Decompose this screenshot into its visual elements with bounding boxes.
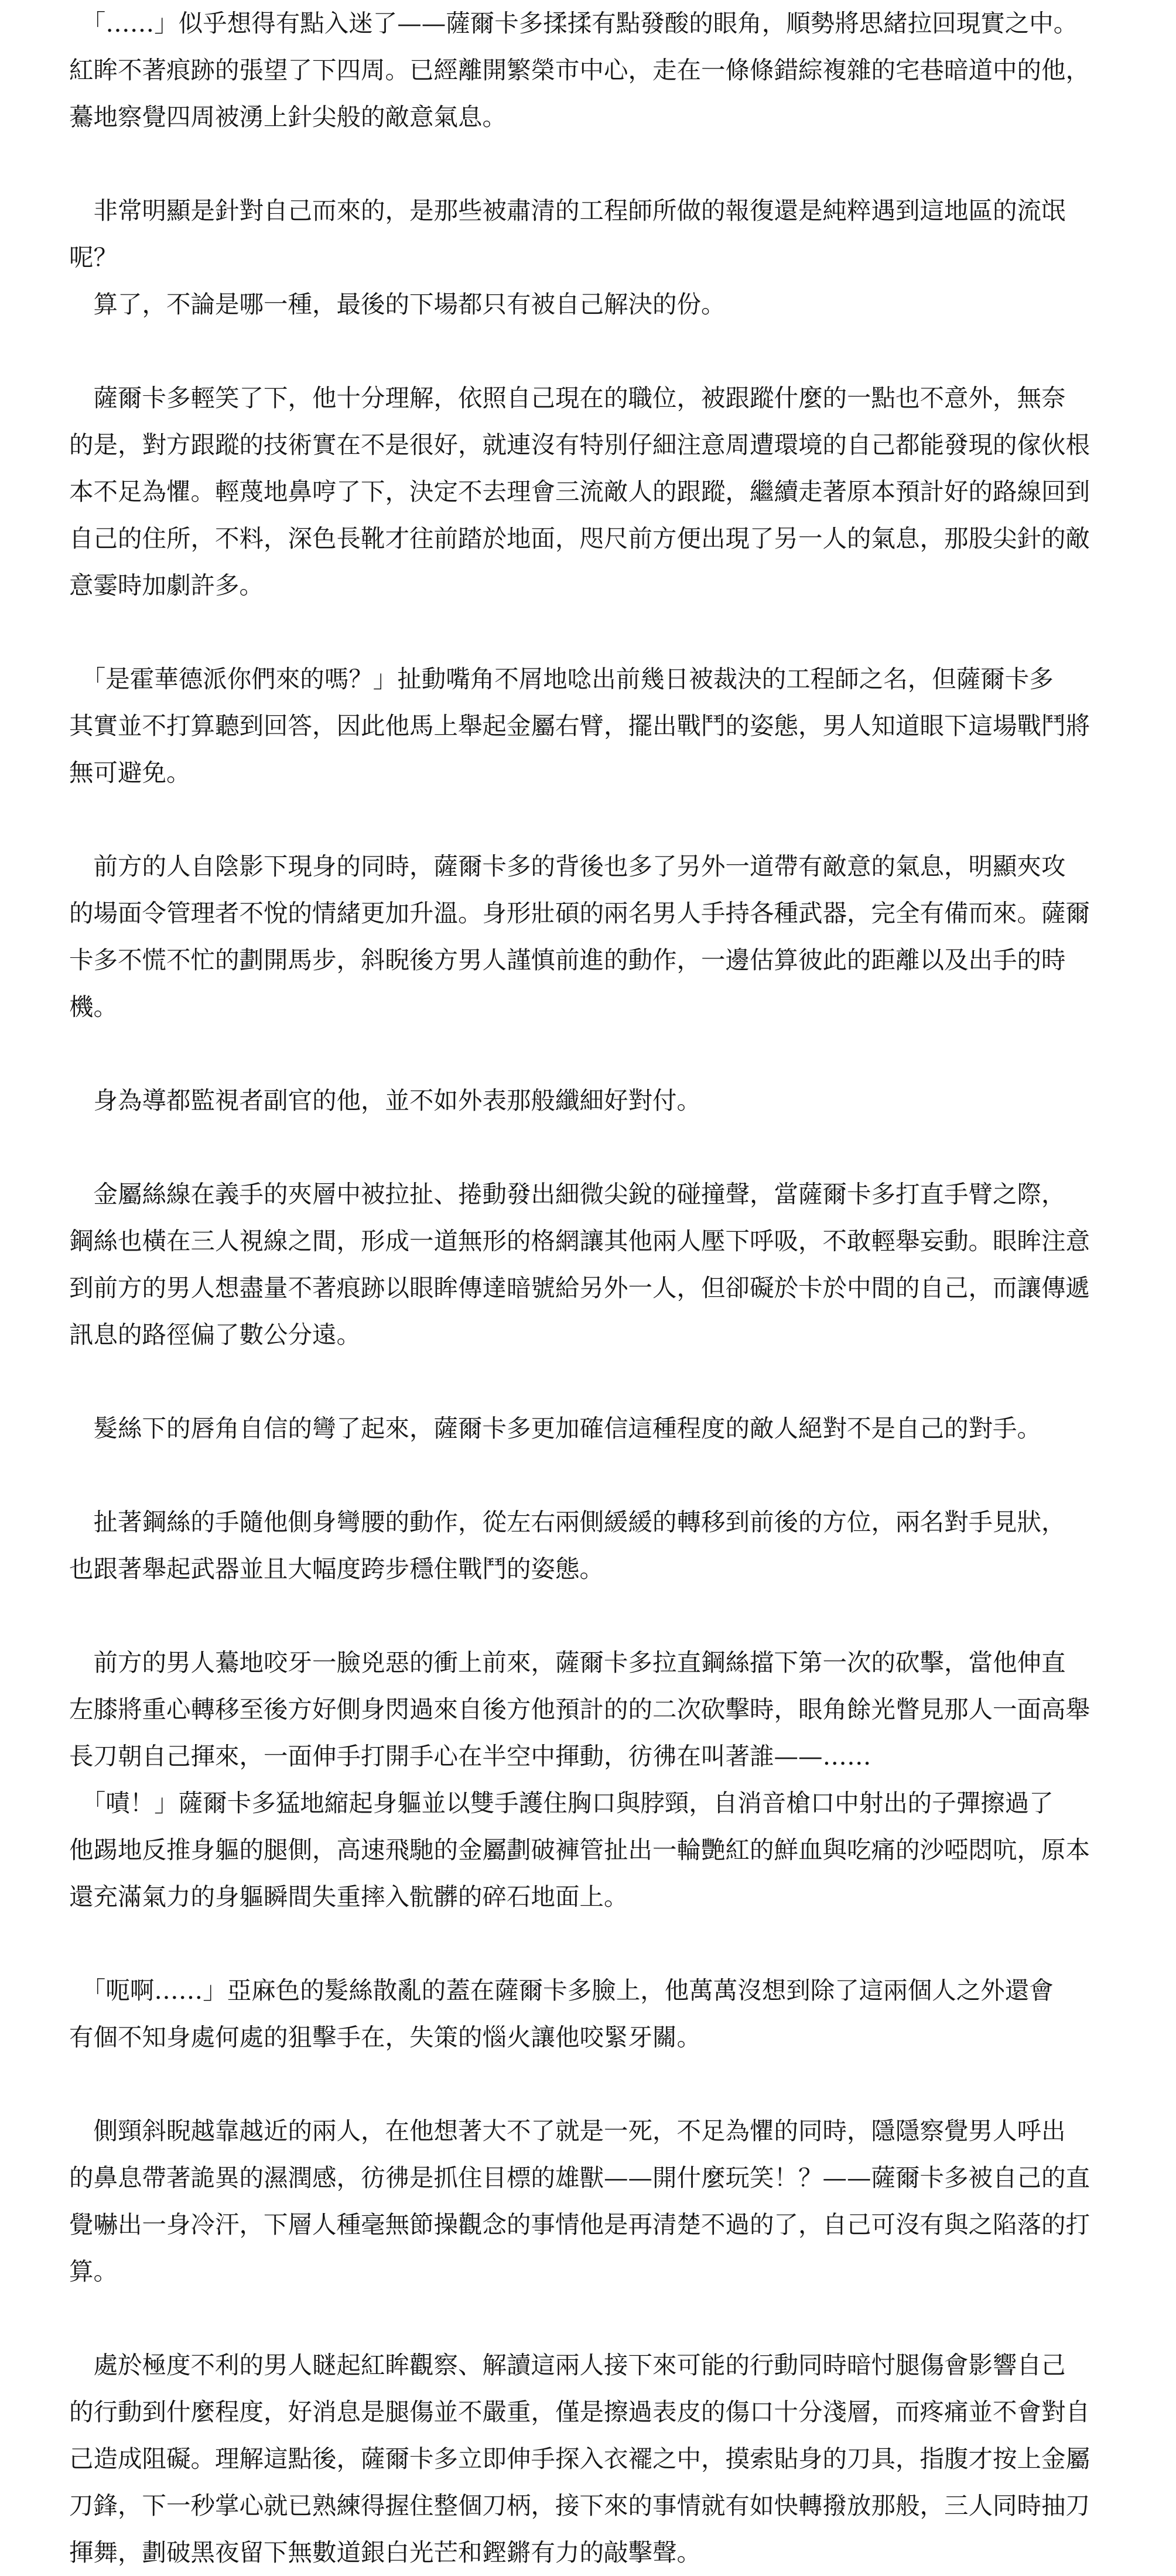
text-line: 訊息的路徑偏了數公分遠。 <box>69 1320 361 1349</box>
text-line: 的場面令管理者不悅的情緒更加升溫。身形壯碩的兩名男人手持各種武器，完全有備而來。薩爾 <box>69 899 1090 927</box>
paragraph <box>69 2108 1163 2295</box>
paragraph <box>69 1780 1163 1920</box>
text-line: 也跟著舉起武器並且大幅度跨步穩住戰鬥的姿態。 <box>69 1554 604 1583</box>
blank-line <box>69 2295 1163 2342</box>
text-line: 側頸斜睨越靠越近的兩人，在他想著大不了就是一死，不足為懼的同時，隱隱察覺男人呼出 <box>69 2116 1066 2145</box>
text-line: 前方的人自陰影下現身的同時，薩爾卡多的背後也多了另外一道帶有敵意的氣息，明顯夾攻 <box>69 852 1066 881</box>
blank-line <box>69 1124 1163 1171</box>
blank-line <box>69 328 1163 375</box>
text-line: 意霎時加劇許多。 <box>69 571 264 600</box>
blank-line <box>69 141 1163 187</box>
text-line: 本不足為懼。輕蔑地鼻哼了下，決定不去理會三流敵人的跟蹤，繼續走著原本預計好的路線回到 <box>69 477 1090 506</box>
document-page <box>69 0 1163 2576</box>
paragraph <box>69 1499 1163 1592</box>
paragraph <box>69 1639 1163 1780</box>
text-line: 前方的男人驀地咬牙一臉兇惡的衝上前來，薩爾卡多拉直鋼絲擋下第一次的砍擊，當他伸直 <box>69 1648 1066 1677</box>
text-line: 的行動到什麼程度，好消息是腿傷並不嚴重，僅是擦過表皮的傷口十分淺層，而疼痛並不會對自 <box>69 2397 1090 2426</box>
paragraph <box>69 187 1163 281</box>
text-line: 「是霍華德派你們來的嗎？」扯動嘴角不屑地唸出前幾日被裁決的工程師之名，但薩爾卡多 <box>69 664 1054 693</box>
text-line: 算了，不論是哪一種，最後的下場都只有被自己解決的份。 <box>69 290 726 318</box>
blank-line <box>69 1030 1163 1077</box>
paragraph <box>69 2342 1163 2576</box>
text-line: 髮絲下的唇角自信的彎了起來，薩爾卡多更加確信這種程度的敵人絕對不是自己的對手。 <box>69 1414 1042 1443</box>
blank-line <box>69 1358 1163 1405</box>
paragraph <box>69 281 1163 328</box>
text-line: 還充滿氣力的身軀瞬間失重摔入骯髒的碎石地面上。 <box>69 1882 628 1911</box>
text-line: 揮舞，劃破黑夜留下無數道銀白光芒和鏗鏘有力的敲擊聲。 <box>69 2538 702 2567</box>
text-line: 鋼絲也橫在三人視線之間，形成一道無形的格網讓其他兩人壓下呼吸，不敢輕舉妄動。眼眸注意 <box>69 1227 1090 1255</box>
text-line: 「嘖！」薩爾卡多猛地縮起身軀並以雙手護住胸口與脖頸，自消音槍口中射出的子彈擦過了 <box>69 1789 1054 1817</box>
text-line: 卡多不慌不忙的劃開馬步，斜睨後方男人謹慎前進的動作，一邊估算彼此的距離以及出手的時 <box>69 946 1066 974</box>
blank-line <box>69 796 1163 843</box>
paragraph <box>69 0 1163 141</box>
text-line: 其實並不打算聽到回答，因此他馬上舉起金屬右臂，擺出戰鬥的姿態，男人知道眼下這場戰鬥將 <box>69 711 1090 740</box>
blank-line <box>69 1592 1163 1639</box>
blank-line <box>69 2061 1163 2108</box>
text-line: 的是，對方跟蹤的技術實在不是很好，就連沒有特別仔細注意周遭環境的自己都能發現的傢伙根 <box>69 430 1090 459</box>
text-line: 機。 <box>69 992 118 1021</box>
blank-line <box>69 1920 1163 1967</box>
blank-line <box>69 609 1163 656</box>
text-line: 的鼻息帶著詭異的濕潤感，彷彿是抓住目標的雄獸——開什麼玩笑！？——薩爾卡多被自己的直 <box>69 2163 1090 2192</box>
text-line: 「……」似乎想得有點入迷了——薩爾卡多揉揉有點發酸的眼角，順勢將思緒拉回現實之中。 <box>69 9 1078 37</box>
paragraph <box>69 1967 1163 2061</box>
paragraph <box>69 843 1163 1030</box>
text-line: 無可避免。 <box>69 758 191 787</box>
text-line: 覺嚇出一身冷汗，下層人種毫無節操觀念的事情他是再清楚不過的了，自己可沒有與之陷落的打 <box>69 2210 1090 2239</box>
text-line: 他踢地反推身軀的腿側，高速飛馳的金屬劃破褲管扯出一輪艷紅的鮮血與吃痛的沙啞悶吭，原本 <box>69 1835 1090 1864</box>
text-line: 刀鋒，下一秒掌心就已熟練得握住整個刀柄，接下來的事情就有如快轉撥放那般，三人同時抽刀 <box>69 2491 1090 2520</box>
blank-line <box>69 1452 1163 1499</box>
text-line: 長刀朝自己揮來，一面伸手打開手心在半空中揮動，彷彿在叫著誰——…… <box>69 1742 871 1770</box>
text-line: 自己的住所，不料，深色長靴才往前踏於地面，咫尺前方便出現了另一人的氣息，那股尖針的敵 <box>69 524 1090 553</box>
paragraph <box>69 656 1163 796</box>
text-line: 非常明顯是針對自己而來的，是那些被肅清的工程師所做的報復還是純粹遇到這地區的流氓 <box>69 196 1066 225</box>
paragraph <box>69 1077 1163 1124</box>
text-line: 左膝將重心轉移至後方好側身閃過來自後方他預計的的二次砍擊時，眼角餘光瞥見那人一面高舉 <box>69 1695 1090 1724</box>
text-line: 呢？ <box>69 243 118 272</box>
text-line: 金屬絲線在義手的夾層中被拉扯、捲動發出細微尖銳的碰撞聲，當薩爾卡多打直手臂之際， <box>69 1180 1066 1208</box>
paragraph <box>69 375 1163 609</box>
text-line: 紅眸不著痕跡的張望了下四周。已經離開繁榮市中心，走在一條條錯綜複雜的宅巷暗道中的他， <box>69 56 1090 84</box>
text-line: 己造成阻礙。理解這點後，薩爾卡多立即伸手探入衣襬之中，摸索貼身的刀具，指腹才按上金屬 <box>69 2444 1090 2473</box>
text-line: 驀地察覺四周被湧上針尖般的敵意氣息。 <box>69 102 507 131</box>
text-line: 薩爾卡多輕笑了下，他十分理解，依照自己現在的職位，被跟蹤什麼的一點也不意外，無奈 <box>69 383 1066 412</box>
text-line: 「呃啊……」亞麻色的髮絲散亂的蓋在薩爾卡多臉上，他萬萬沒想到除了這兩個人之外還會 <box>69 1976 1054 2005</box>
text-line: 算。 <box>69 2257 118 2286</box>
text-line: 處於極度不利的男人瞇起紅眸觀察、解讀這兩人接下來可能的行動同時暗忖腿傷會影響自己 <box>69 2351 1066 2379</box>
text-line: 到前方的男人想盡量不著痕跡以眼眸傳達暗號給另外一人，但卻礙於卡於中間的自己，而讓傳遞 <box>69 1273 1090 1302</box>
paragraph <box>69 1171 1163 1358</box>
text-line: 有個不知身處何處的狙擊手在，失策的惱火讓他咬緊牙關。 <box>69 2023 702 2051</box>
text-line: 扯著鋼絲的手隨他側身彎腰的動作，從左右兩側緩緩的轉移到前後的方位，兩名對手見狀， <box>69 1508 1066 1536</box>
paragraph <box>69 1405 1163 1452</box>
text-line: 身為導都監視者副官的他，並不如外表那般纖細好對付。 <box>69 1086 702 1115</box>
